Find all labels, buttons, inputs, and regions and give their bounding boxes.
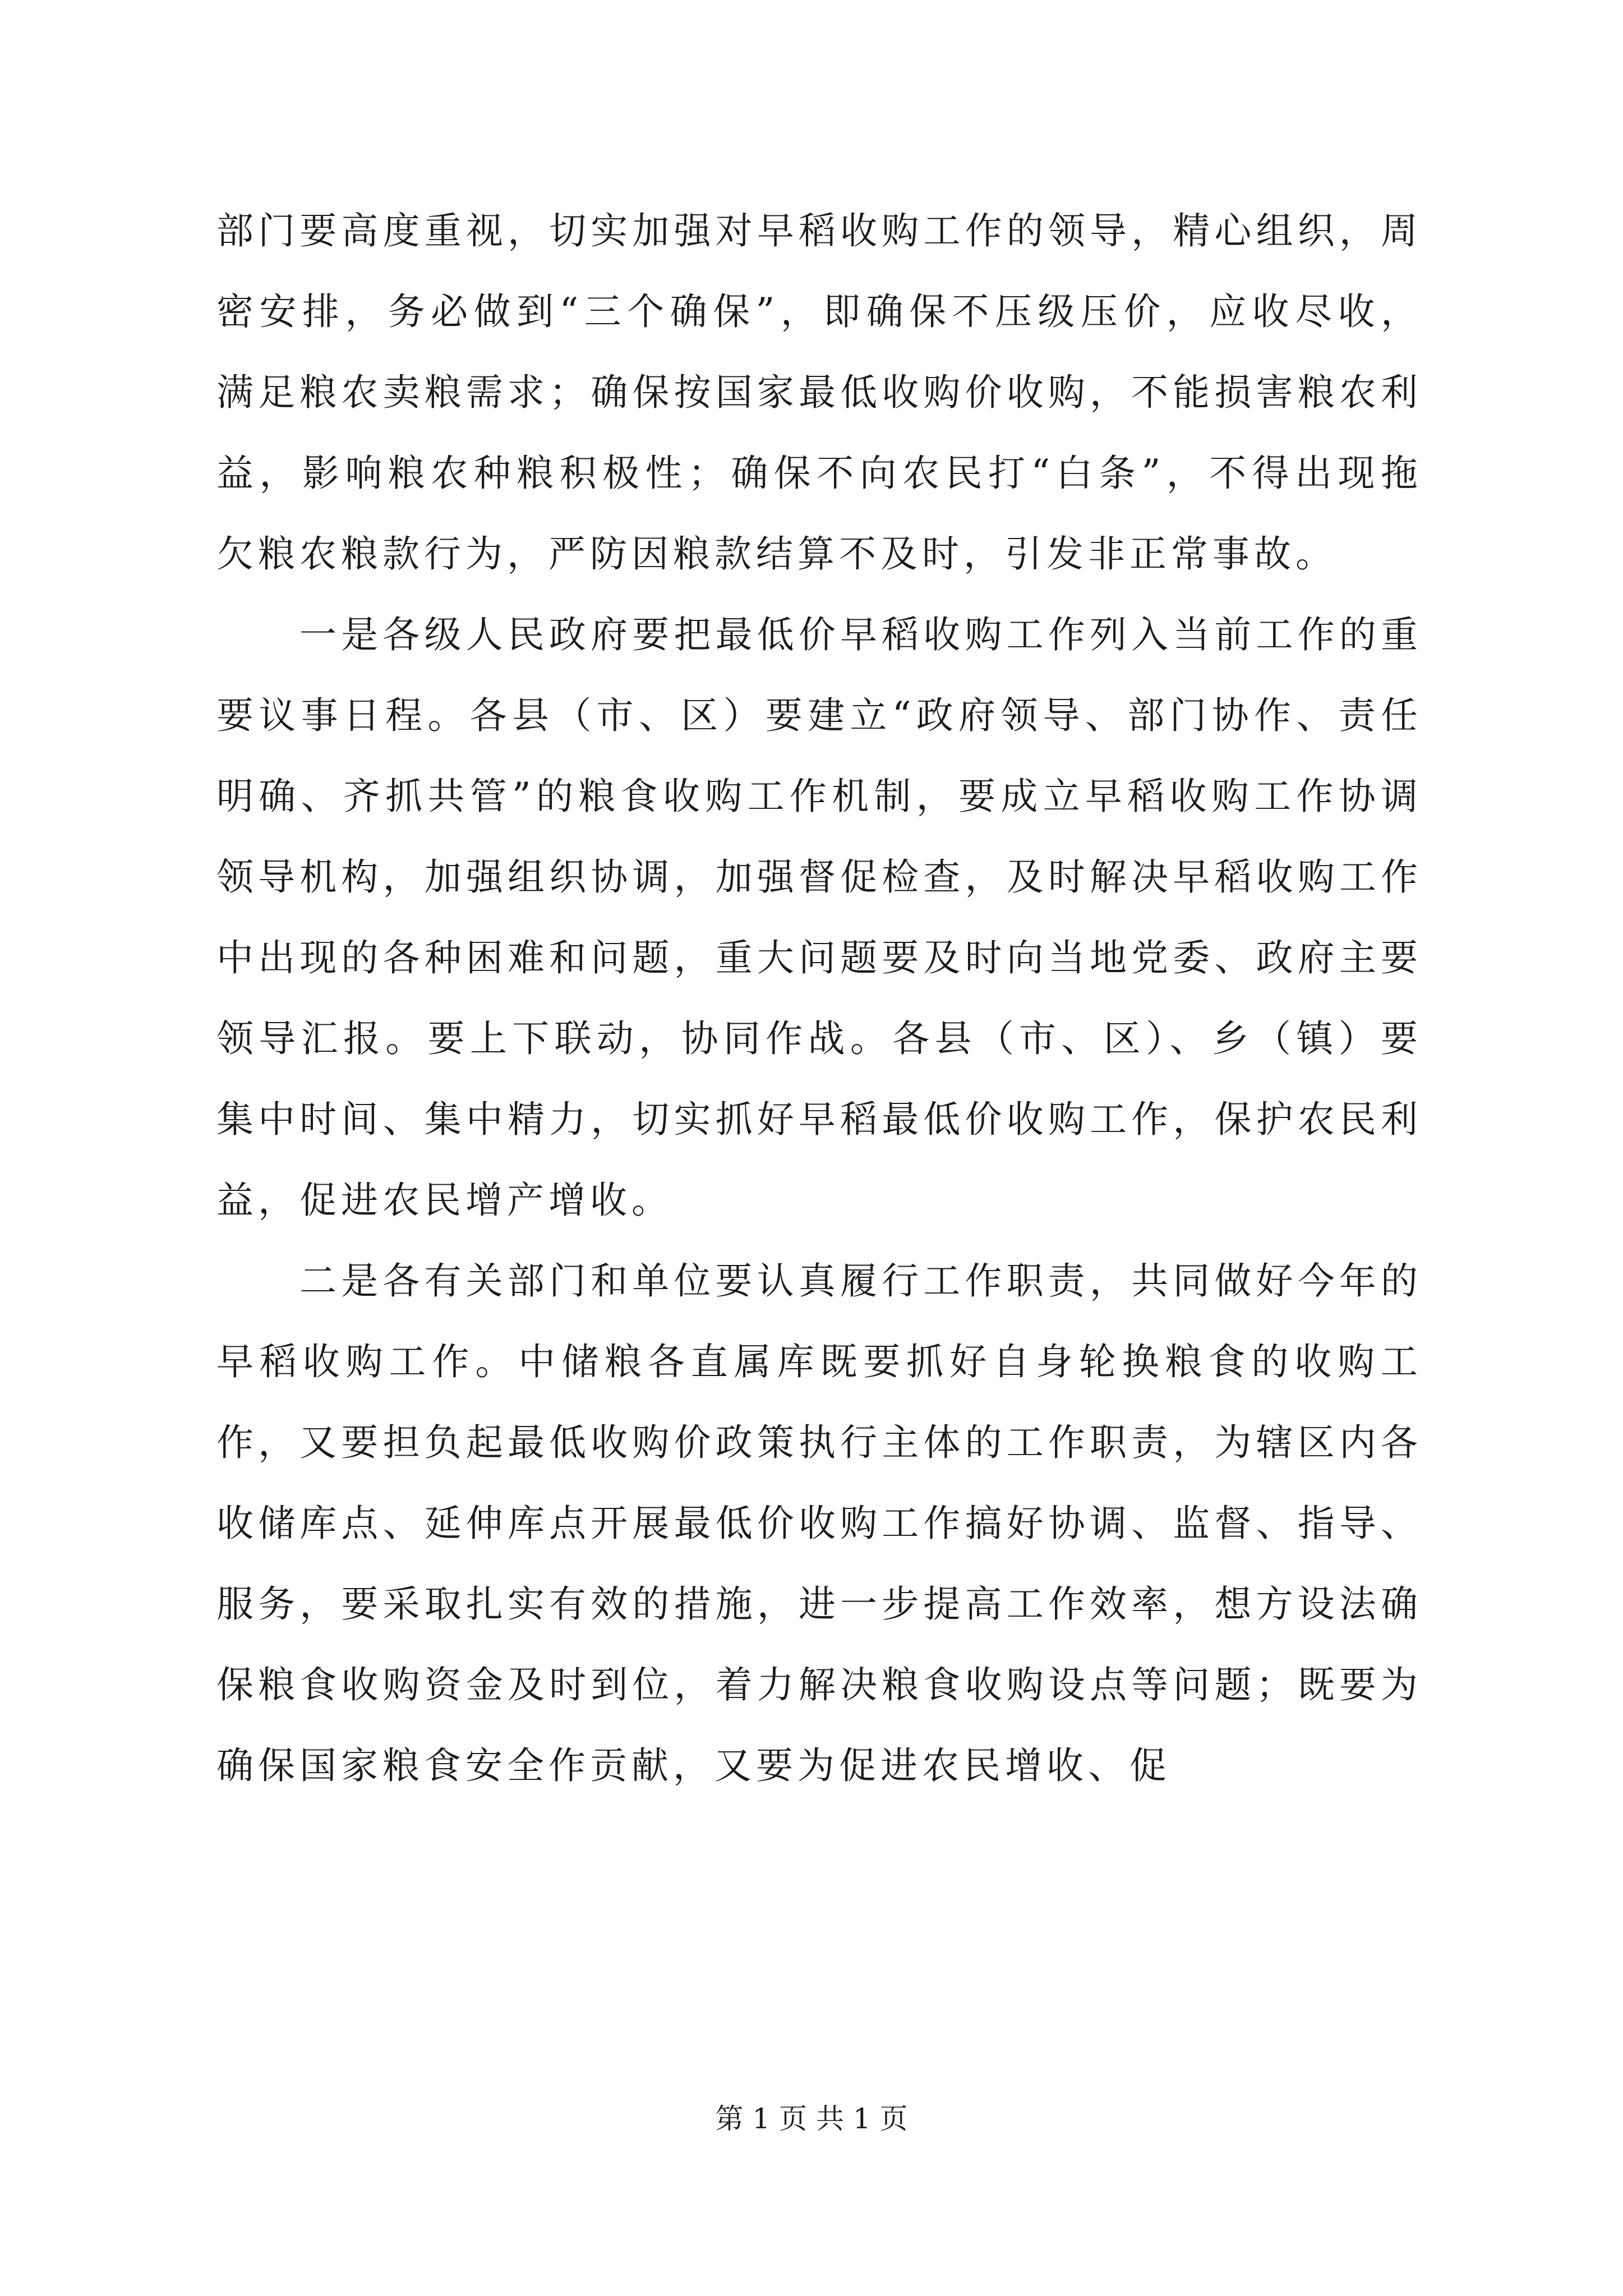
paragraph-2: 一是各级人民政府要把最低价早稻收购工作列入当前工作的重要议事日程。各县（市、区）要建立“政府领导、部门协作、责任明确、齐抓共管”的粮食收购工作机制，要成立早稻收购工作协调领导机构，加强组织协调，加强督促检查，及时解决早稻收购工作中出现的各种困难和问题，重大问题要及时向当地党委、政府主要领导汇报。要上下联动，协同作战。各县（市、区）、乡（镇）要集中时间、集中精力，切实抓好早稻最低价收购工作，保护农民利益，促进农民增产增收。 (216, 613, 1422, 1222)
paragraph-3: 二是各有关部门和单位要认真履行工作职责，共同做好今年的早稻收购工作。中储粮各直属库既要抓好自身轮换粮食的收购工作，又要担负起最低收购价政策执行主体的工作职责，为辖区内各收储库点、延伸库点开展最低价收购工作搞好协调、监督、指导、服务，要采取扎实有效的措施，进一步提高工作效率，想方设法确保粮食收购资金及时到位，着力解决粮食收购设点等问题；既要为确保国家粮食安全作贡献，又要为促进农民增收、促 (216, 1259, 1422, 1787)
paragraph-1: 部门要高度重视，切实加强对早稻收购工作的领导，精心组织，周密安排，务必做到“三个确保”，即确保不压级压价，应收尽收，满足粮农卖粮需求；确保按国家最低收购价收购，不能损害粮农利益，影响粮农种粮积极性；确保不向农民打“白条”，不得出现拖欠粮农粮款行为，严防因粮款结算不及时，引发非正常事故。 (216, 209, 1422, 576)
document-body (216, 191, 1422, 1806)
page-footer: 第 1 页 共 1 页 (715, 2102, 908, 2135)
